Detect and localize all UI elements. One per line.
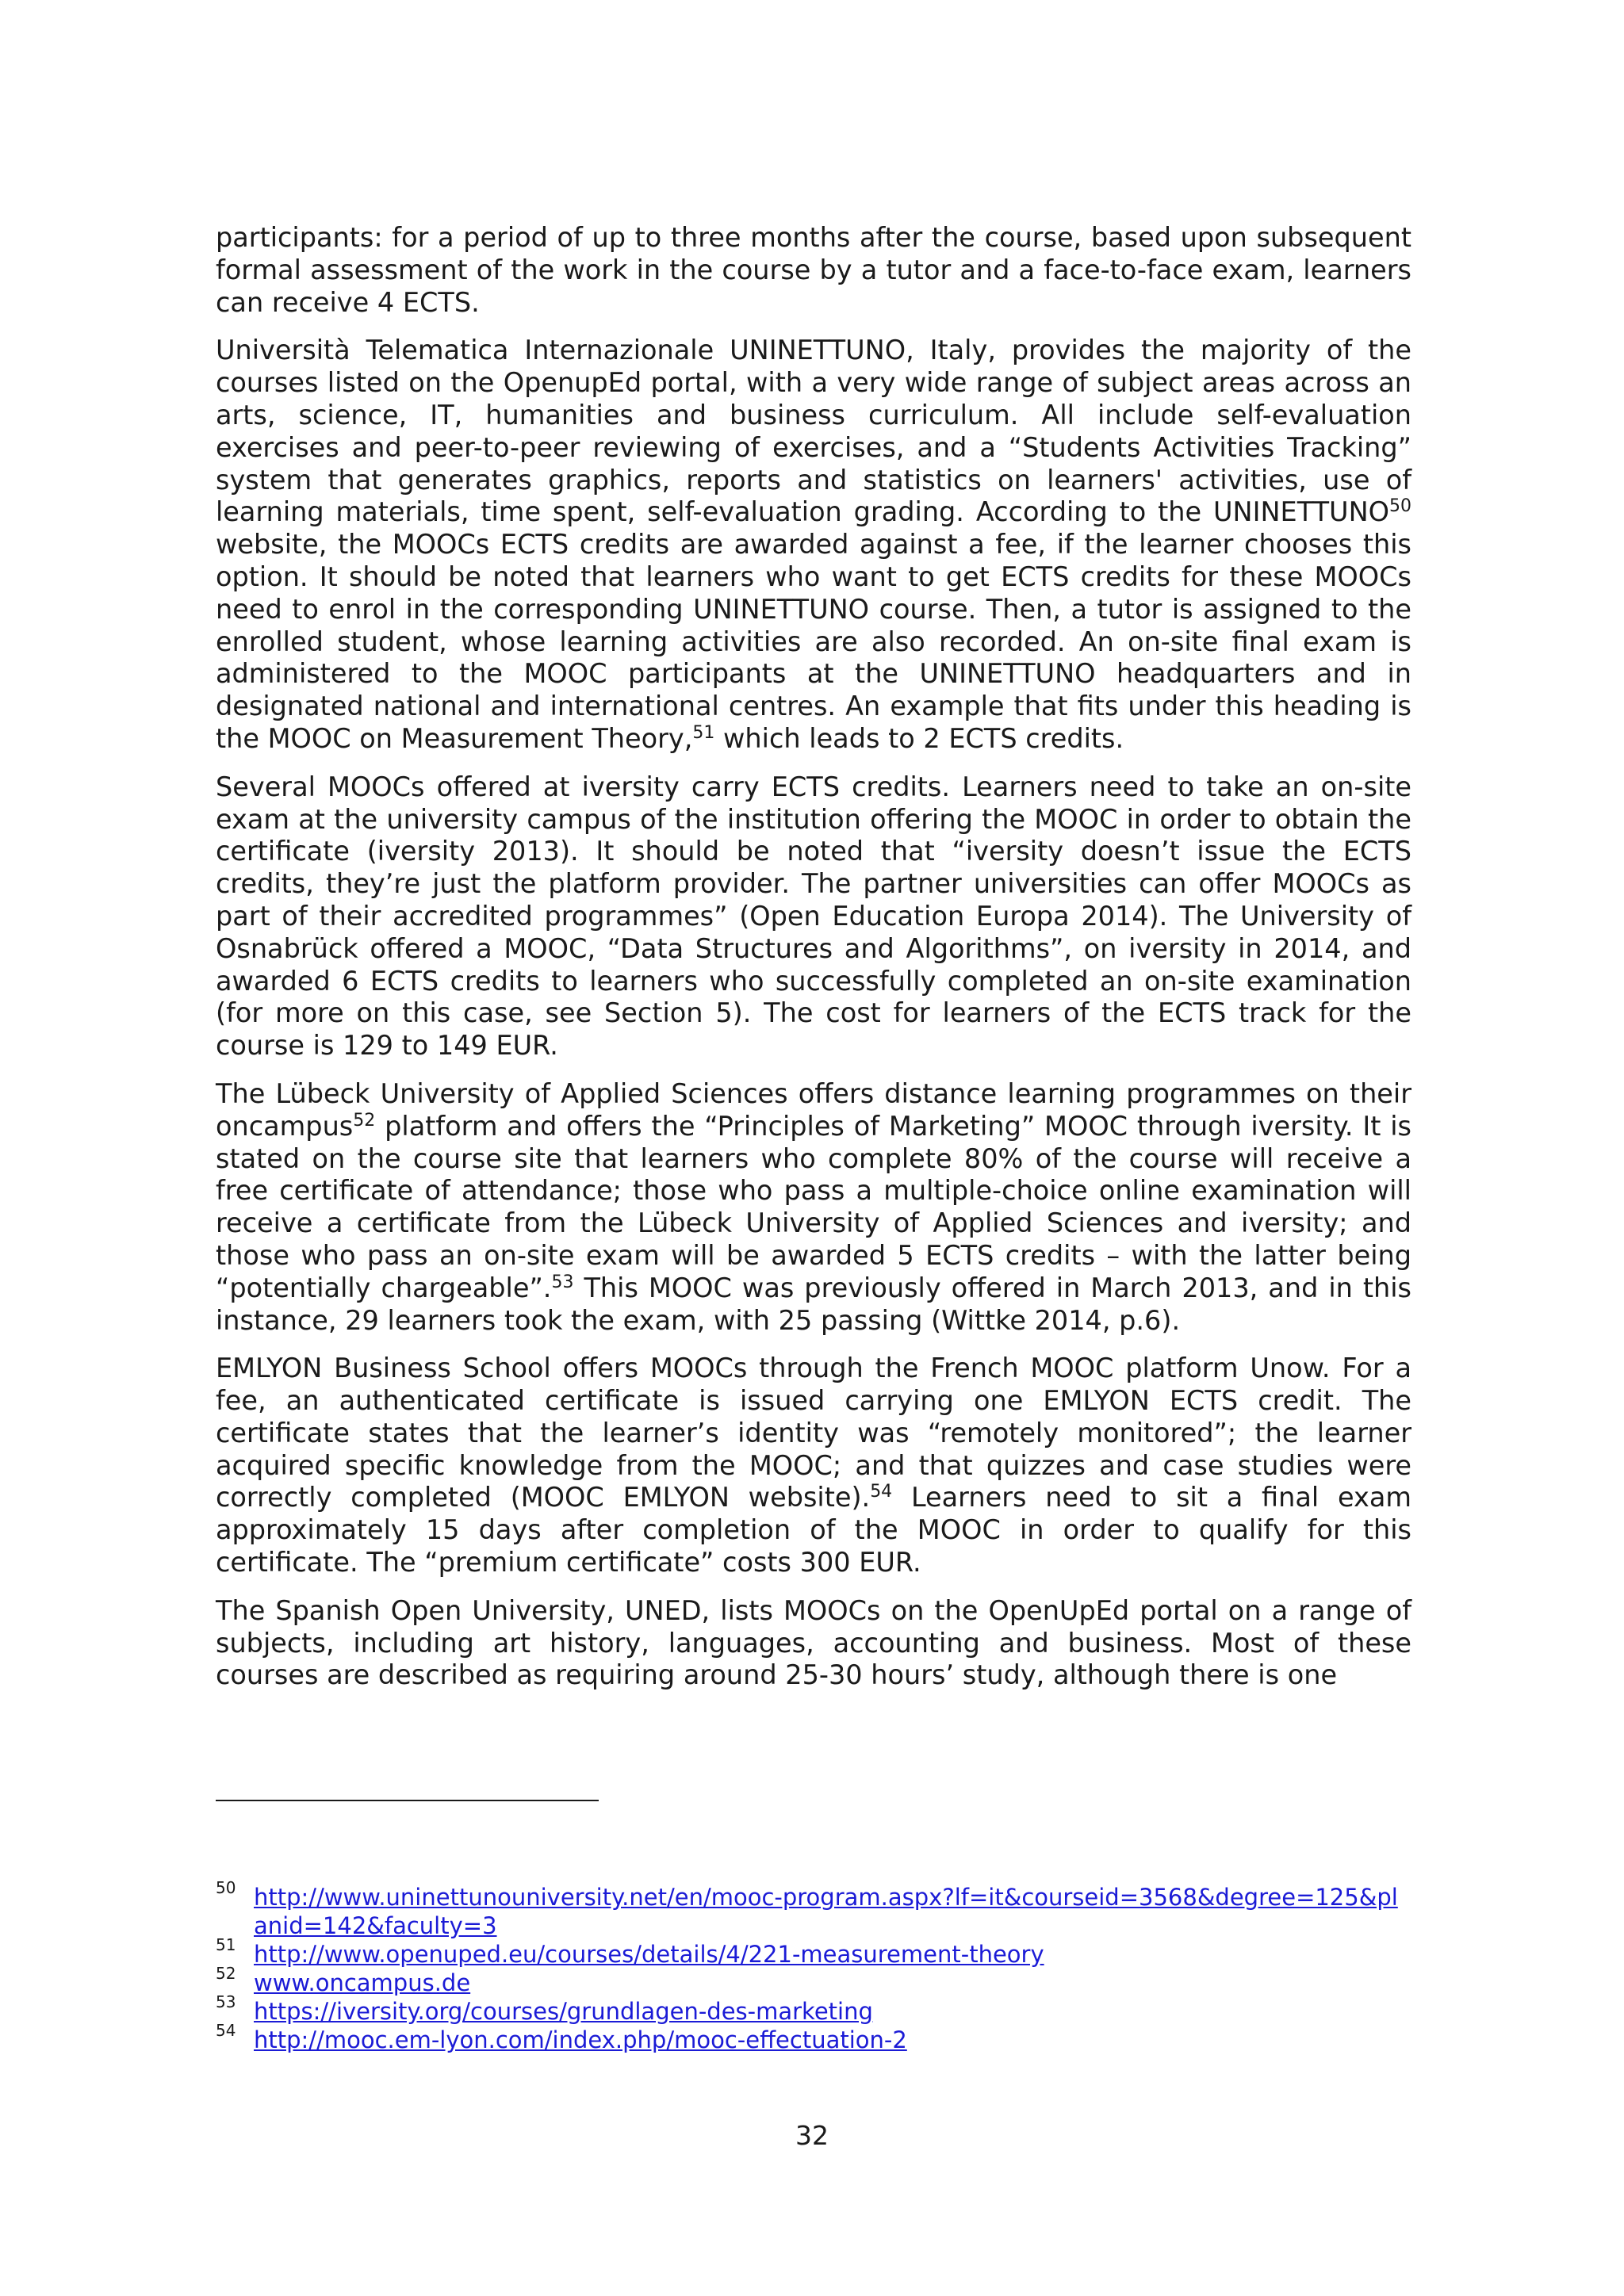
- text-run: Learners need to sit a final exam approximately 15 days after completion of the MOOC in order to qualify for this certificate. The “premium certificate” costs 300 EUR.: [216, 1482, 1411, 1578]
- text-run: EMLYON Business School offers MOOCs through the French MOOC platform Unow. For a fee, an authenticated certificate is issued carrying one EMLYON ECTS credit. The certificate states that the learner’s identity was “remotely monitored”; the learner acquired specific knowledge from the MOOC; and that quizzes and case studies were correctly completed (MOOC EMLYON website).: [216, 1353, 1411, 1513]
- text-run: Several MOOCs offered at iversity carry ECTS credits. Learners need to take an on-site exam at the university campus of the institution offering the MOOC in order to obtain the certificate (iversity 2013). It should be noted that “iversity doesn’t issue the ECTS credits, they’re just the platform provider. The partner universities can offer MOOCs as part of their accredited programmes” (Open Education Europa 2014). The University of Osnabrück offered a MOOC, “Data Structures and Algorithms”, on iversity in 2014, and awarded 6 ECTS credits to learners who successfully completed an on-site examination (for more on this case, see Section 5). The cost for learners of the ECTS track for the course is 129 to 149 EUR.: [216, 771, 1411, 1062]
- footnote-number: 53: [216, 1992, 236, 2011]
- footnote-item: [216, 1878, 1411, 1940]
- footnote-link[interactable]: http://mooc.em-lyon.com/index.php/mooc-effectuation-2: [254, 2026, 907, 2053]
- footnote-item: [216, 1964, 1411, 1997]
- footnote-item: [216, 1935, 1411, 1969]
- paragraph: [216, 222, 1411, 319]
- footnotes: [216, 1878, 1411, 2054]
- paragraph: [216, 1078, 1411, 1337]
- text-run: participants: for a period of up to three months after the course, based upon subsequent formal assessment of the work in the course by a tutor and a face-to-face exam, learners can receive 4 ECTS.: [216, 222, 1411, 318]
- footnote-ref[interactable]: 53: [551, 1272, 574, 1292]
- footnote-ref[interactable]: 50: [1389, 496, 1411, 517]
- text-run: website, the MOOCs ECTS credits are awarded against a fee, if the learner chooses this option. It should be noted that learners who want to get ECTS credits for these MOOCs need to enrol in the corresponding UNINETTUNO course. Then, a tutor is assigned to the enrolled student, whose learning activities are also recorded. An on-site final exam is administered to the MOOC participants at the UNINETTUNO headquarters and in designated national and international centres. An example that fits under this heading is the MOOC on Measurement Theory,: [216, 529, 1411, 754]
- footnote-link[interactable]: http://www.openuped.eu/courses/details/4/221-measurement-theory: [254, 1941, 1044, 1968]
- paragraph: [216, 771, 1411, 1062]
- footnote-item: [216, 2021, 1411, 2054]
- footnote-link[interactable]: www.oncampus.de: [254, 1969, 471, 1996]
- footnote-ref[interactable]: 51: [692, 722, 715, 743]
- body-text: [216, 222, 1411, 1708]
- footnote-number: 52: [216, 1964, 236, 1983]
- paragraph: [216, 335, 1411, 755]
- footnote-number: 51: [216, 1935, 236, 1954]
- text-run: which leads to 2 ECTS credits.: [714, 722, 1124, 754]
- text-run: This MOOC was previously offered in March 2013, and in this instance, 29 learners took the exam, with 25 passing (Wittke 2014, p.6).: [216, 1272, 1411, 1336]
- page-number: 32: [795, 2120, 829, 2151]
- text-run: The Spanish Open University, UNED, lists MOOCs on the OpenUpEd portal on a range of subjects, including art history, languages, accounting and business. Most of these courses are described as requiring around 25-30 hours’ study, although there is one: [216, 1594, 1411, 1691]
- footnote-number: 50: [216, 1878, 236, 1897]
- paragraph: [216, 1595, 1411, 1692]
- footnote-link[interactable]: https://iversity.org/courses/grundlagen-des-marketing: [254, 1998, 873, 2025]
- paragraph: [216, 1353, 1411, 1579]
- footnote-ref[interactable]: 54: [870, 1482, 893, 1502]
- text-run: Università Telematica Internazionale UNINETTUNO, Italy, provides the majority of the courses listed on the OpenupEd portal, with a very wide range of subject areas across an arts, science, IT, humanities and business curriculum. All include self-evaluation exercises and peer-to-peer reviewing of exercises, and a “Students Activities Tracking” system that generates graphics, reports and statistics on learners' activities, use of learning materials, time spent, self-evaluation grading. According to the UNINETTUNO: [216, 335, 1411, 528]
- footnote-number: 54: [216, 2021, 236, 2040]
- footnote-item: [216, 1992, 1411, 2026]
- footnote-link[interactable]: http://www.uninettunouniversity.net/en/mooc-program.aspx?lf=it&courseid=3568&degree=125&planid=142&faculty=3: [254, 1884, 1398, 1939]
- text-run: The Lübeck University of Applied Sciences offers distance learning programmes on their oncampus: [216, 1077, 1411, 1142]
- footnote-ref[interactable]: 52: [353, 1110, 376, 1131]
- text-run: platform and offers the “Principles of Marketing” MOOC through iversity. It is stated on the course site that learners who complete 80% of the course will receive a free certificate of attendance; those who pass a multiple-choice online examination will receive a certificate from the Lübeck University of Applied Sciences and iversity; and those who pass an on-site exam will be awarded 5 ECTS credits – with the latter being “potentially chargeable”.: [216, 1110, 1411, 1303]
- footnote-separator: [216, 1800, 599, 1801]
